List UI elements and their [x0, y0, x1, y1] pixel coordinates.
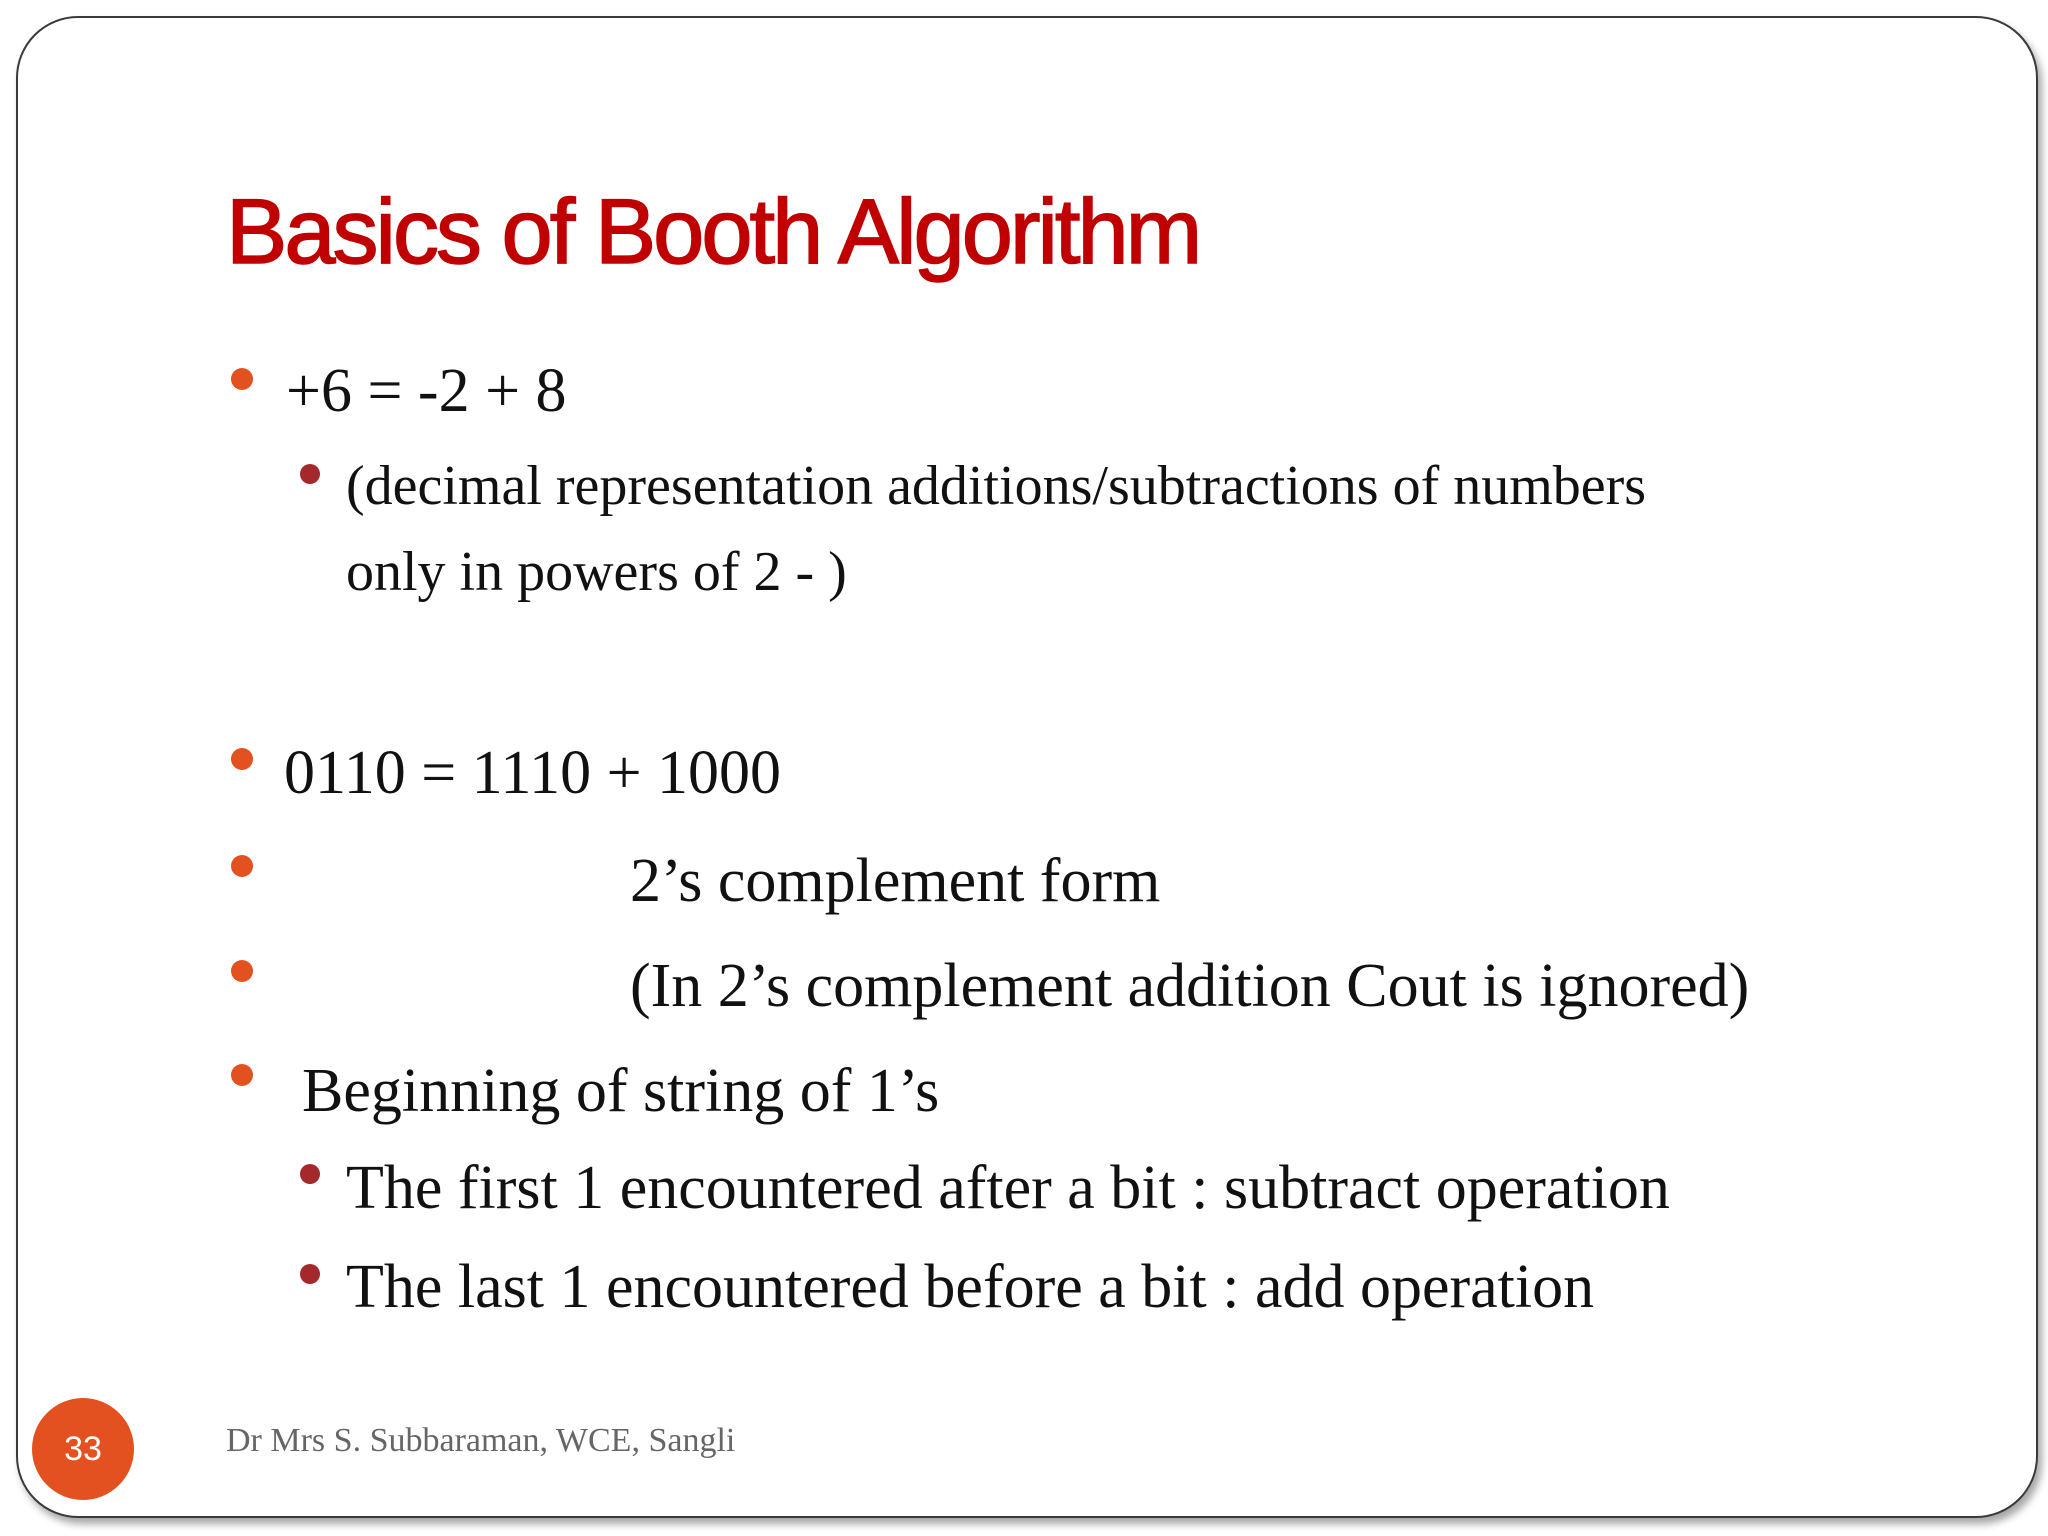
bullet-text: (In 2’s complement addition Cout is ignored): [630, 952, 1750, 1020]
slide-title: Basics of Booth Algorithm: [226, 181, 1200, 283]
bullet-dot-icon: [231, 960, 253, 982]
bullet-text: 0110 = 1110 + 1000: [284, 739, 782, 807]
bullet-dot-icon: [231, 1064, 253, 1086]
sub-bullet-text-continued: only in powers of 2 - ): [346, 541, 847, 603]
bullet-dot-icon: [231, 748, 253, 770]
bullet-text: Beginning of string of 1’s: [302, 1057, 940, 1125]
bullet-text: +6 = -2 + 8: [286, 357, 567, 425]
sub-bullet-text: The last 1 encountered before a bit : add operation: [346, 1253, 1595, 1321]
page-number-badge: [32, 1398, 134, 1500]
sub-bullet-dot-icon: [300, 1164, 320, 1184]
footer-author: Dr Mrs S. Subbaraman, WCE, Sangli: [226, 1422, 736, 1459]
page-number: 33: [64, 1429, 102, 1468]
sub-bullet-text: The first 1 encountered after a bit : subtract operation: [346, 1154, 1670, 1222]
bullet-dot-icon: [231, 368, 253, 390]
sub-bullet-dot-icon: [300, 464, 320, 484]
bullet-text: 2’s complement form: [630, 847, 1161, 915]
bullet-dot-icon: [231, 855, 253, 877]
sub-bullet-dot-icon: [300, 1264, 320, 1284]
sub-bullet-text: (decimal representation additions/subtractions of numbers: [346, 455, 1647, 517]
